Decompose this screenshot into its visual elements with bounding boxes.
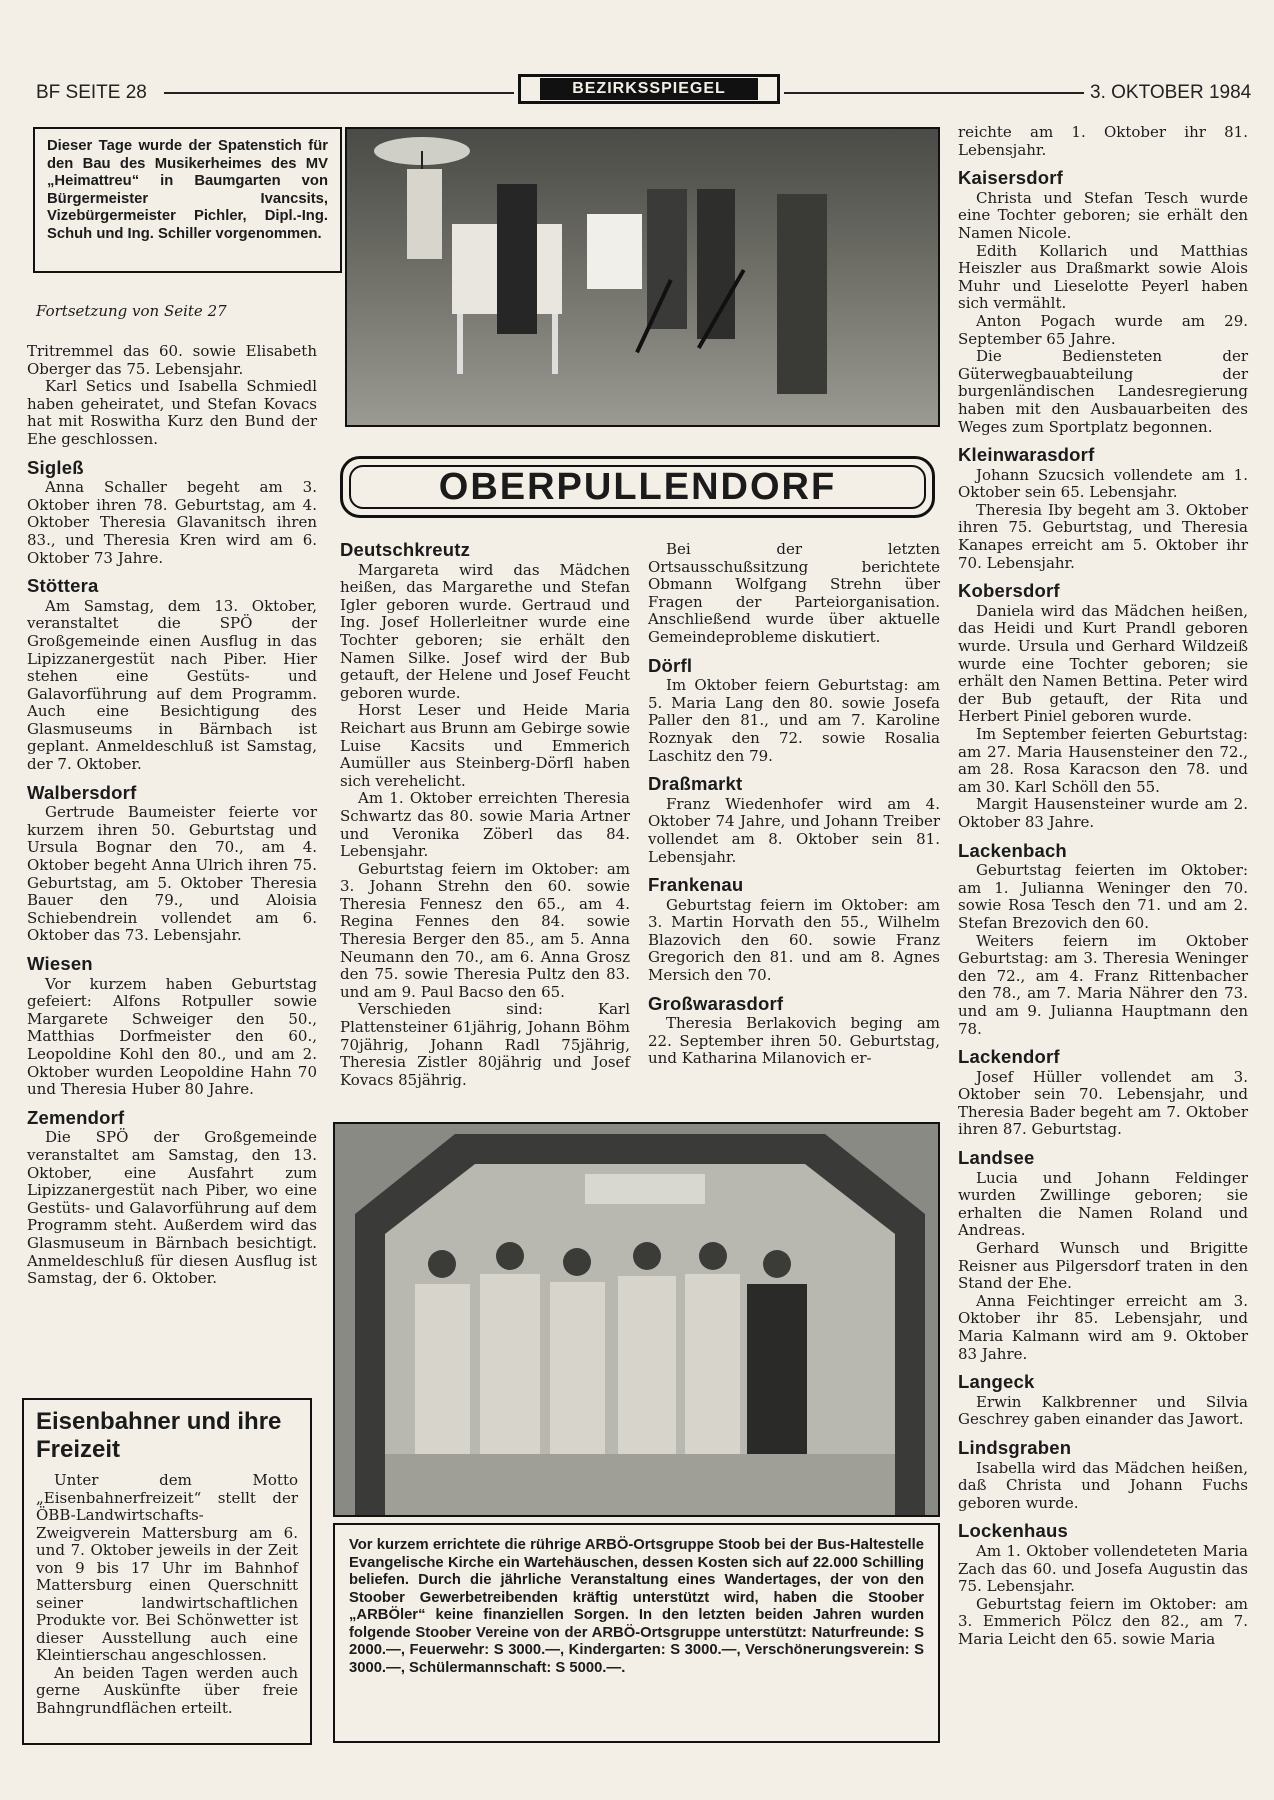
heading-frankenau: Frankenau [648, 874, 744, 896]
heading-kleinwarasdorf: Kleinwarasdorf [958, 444, 1095, 466]
photo-groundbreaking [345, 127, 940, 427]
heading-wiesen: Wiesen [27, 953, 93, 974]
text-doerfl: Im Oktober feiern Geburtstag: am 5. Maria Lang den 80. sowie Josefa Paller den 81., und am 7. Karoline Roznyak den 72. sowie Rosalia Laschitz den 79. [648, 676, 940, 765]
heading-lockenhaus: Lockenhaus [958, 1520, 1068, 1542]
col3-p1: Bei der letzten Ortsausschußsitzung berichtete Obmann Wolfgang Strehn über Fragen der Parteiorganisation. Anschließend wurde über aktuelle Gemeindeprobleme diskutiert. [648, 540, 940, 646]
heading-walbersdorf: Walbersdorf [27, 781, 137, 803]
region-banner [340, 456, 935, 518]
eisenbahner-p2: An beiden Tagen werden auch gerne Auskünfte über freie Bahngrundflächen erteilt. [36, 1663, 298, 1717]
section-badge [518, 74, 780, 104]
text-drassmarkt: Franz Wiedenhofer wird am 4. Oktober 74 Jahre, und Johann Treiber vollendet am 8. Oktober sein 81. Lebensjahr. [648, 794, 940, 866]
region-title: OBERPULLENDORF [438, 465, 837, 508]
dk-p2: Horst Leser und Heide Maria Reichart aus Brunn am Gebirge sowie Luise Kacsits und Emmerich Aumüller aus Steinberg-Dörfl haben sich verehelicht. [340, 701, 630, 790]
heading-drassmarkt: Draßmarkt [648, 773, 743, 795]
photo1-caption-box [33, 127, 342, 273]
column-3 [648, 541, 940, 1068]
kaisersdorf-p1: Christa und Stefan Tesch wurde eine Tochter geboren; sie erhält den Namen Nicole. [958, 188, 1248, 242]
text-stoettera: Am Samstag, dem 13. Oktober, veranstaltet die SPÖ der Großgemeinde einen Ausflug in das Lipizzanergestüt nach Piber. Hier stehen eine Gestüts- und Galavorführung auf dem Programm. Auch eine Besichtigung des Glasmuseums in Bärnbach ist geplant. Anmeldeschluß ist Samstag, der 7. Oktober. [27, 596, 317, 774]
heading-doerfl: Dörfl [648, 654, 693, 676]
lockenhaus-p1: Am 1. Oktober vollendeteten Maria Zach das 60. und Josefa Augustin das 75. Lebensjahr. [958, 1541, 1248, 1596]
kleinwarasdorf-p1: Johann Szucsich vollendete am 1. Oktober sein 65. Lebensjahr. [958, 465, 1248, 502]
heading-zemendorf: Zemendorf [27, 1106, 125, 1128]
photo2-caption-box [333, 1523, 940, 1743]
heading-kaisersdorf: Kaisersdorf [958, 167, 1064, 189]
section-title: BEZIRKSSPIEGEL [540, 78, 758, 100]
landsee-p2: Gerhard Wunsch und Brigitte Reisner aus Pilgersdorf traten in den Stand der Ehe. [958, 1239, 1248, 1293]
heading-landsee: Landsee [958, 1147, 1035, 1169]
text-wiesen: Vor kurzem haben Geburtstag gefeiert: Alfons Rotpuller sowie Margarete Schweiger den 50., Matthias Dorfmeister den 60., Leopoldine Kohl den 80., und am 2. Oktober wurden Leopoldine Hahn 70 und Theresia Huber 80 Jahre. [27, 974, 317, 1099]
text-walbersdorf: Gertrude Baumeister feierte vor kurzem ihren 50. Geburtstag und Ursula Bognar den 70., am 4. Oktober begeht Anna Ulrich ihren 75. Geburtstag, am 5. Oktober Theresia Bauer den 79., und Aloisia Schiebendrein vollendet am 6. Oktober das 73. Lebensjahr. [27, 803, 317, 945]
lindsgraben-p1: Isabella wird das Mädchen heißen, daß Christa und Johann Fuchs geboren wurde. [958, 1458, 1248, 1512]
kobersdorf-p1: Daniela wird das Mädchen heißen, das Heidi und Kurt Prandl geboren wurde. Ursula und Gerhard Wildzeiß wurde eine Tochter geboren; sie erhält den Namen Bettina. Peter wird der Bub getauft, der Rita und Herbert Piniel geboren wurde. [958, 601, 1248, 726]
eisenbahner-box [22, 1398, 312, 1745]
heading-kobersdorf: Kobersdorf [958, 580, 1060, 602]
continuation-note: Fortsetzung von Seite 27 [36, 302, 227, 320]
eisenbahner-title: Eisenbahner und ihre Freizeit [36, 1408, 282, 1463]
dk-p5: Verschieden sind: Karl Plattensteiner 61jährig, Johann Böhm 70jährig, Johann Radl 75jährig, Theresia Zistler 80jährig und Josef Kovacs 85jährig. [340, 1000, 630, 1089]
header-rule-left [164, 92, 514, 94]
lockenhaus-p2: Geburtstag feiern im Oktober: am 3. Emmerich Pölcz den 82., am 7. Maria Leicht den 65. sowie Maria [958, 1594, 1248, 1648]
heading-grosswarasdorf: Großwarasdorf [648, 992, 784, 1014]
landsee-p3: Anna Feichtinger erreicht am 3. Oktober ihr 85. Lebensjahr, und Maria Kalmann wird am 9. Oktober 83 Jahre. [958, 1291, 1248, 1363]
dk-p3: Am 1. Oktober erreichten Theresia Schwartz das 80. sowie Maria Artner und Veronika Zöberl das 84. Lebensjahr. [340, 789, 630, 861]
photo-bus-shelter [333, 1122, 940, 1517]
column-1 [27, 343, 317, 1288]
heading-sigless: Sigleß [27, 456, 84, 478]
lackenbach-p2: Weiters feiern im Oktober Geburtstag: am 3. Theresia Weninger den 72., am 4. Franz Rittenbacher den 78., am 7. Maria Nährer den 73. und am 9. Julianna Hauptmann den 78. [958, 931, 1248, 1038]
heading-lackenbach: Lackenbach [958, 839, 1067, 861]
kobersdorf-p3: Margit Hausensteiner wurde am 2. Oktober 83 Jahre. [958, 795, 1248, 831]
photo-groundbreaking-image [347, 129, 938, 425]
column-4 [958, 124, 1248, 1649]
photo2-caption: Vor kurzem errichtete die rührige ARBÖ-Ortsgruppe Stoob bei der Bus-Haltestelle Evangelische Kirche ein Wartehäuschen, dessen Kosten sich auf 22.000 Schilling beliefen. Durch die jährliche Veranstaltung eines Wandertages, der von den Stoober Gewerbetreibenden kräftig unterstützt wird, haben die Stoober „ARBÖler“ keine finanziellen Sorgen. In den letzten beiden Jahren wurden folgende Stoober Vereine von der ARBÖ-Ortsgruppe unterstützt: Naturfreunde: S 2000.—, Feuerwehr: S 3000.—, Kindergarten: S 3000.—, Verschönerungsverein: S 3000.—, Schülermannschaft: S 5000.—. [349, 1537, 924, 1676]
text-frankenau: Geburtstag feiern im Oktober: am 3. Martin Horvath den 55., Wilhelm Blazovich den 60. sowie Franz Gregorich den 81. und am 8. Agnes Mersich den 70. [648, 895, 940, 985]
page-number: BF SEITE 28 [36, 82, 147, 103]
heading-langeck: Langeck [958, 1371, 1035, 1393]
landsee-p1: Lucia und Johann Feldinger wurden Zwillinge geboren; sie erhalten die Namen Roland und Andreas. [958, 1168, 1248, 1240]
heading-lackendorf: Lackendorf [958, 1046, 1060, 1068]
header-rule-right [784, 92, 1084, 94]
kaisersdorf-p4: Die Bediensteten der Güterwegbauabteilung der burgenländischen Landesregierung haben mit den Ausbauarbeiten des Weges zum Sportplatz begonnen. [958, 347, 1248, 436]
col1-p1: Tritremmel das 60. sowie Elisabeth Oberger das 75. Lebensjahr. [27, 342, 317, 378]
issue-date: 3. OKTOBER 1984 [1090, 82, 1252, 103]
text-grosswarasdorf: Theresia Berlakovich beging am 22. September ihren 50. Geburtstag, und Katharina Milanovich er- [648, 1014, 940, 1068]
heading-lindsgraben: Lindsgraben [958, 1436, 1072, 1458]
text-sigless: Anna Schaller begeht am 3. Oktober ihren 78. Geburtstag, am 4. Oktober Theresia Glavanitsch ihren 83., und Theresia Kren wird am 6. Oktober 73 Jahre. [27, 478, 317, 567]
lackendorf-p1: Josef Hüller vollendet am 3. Oktober sein 70. Lebensjahr, und Theresia Bader begeht am 7. Oktober ihren 87. Geburtstag. [958, 1067, 1248, 1139]
kaisersdorf-p3: Anton Pogach wurde am 29. September 65 Jahre. [958, 311, 1248, 348]
kleinwarasdorf-p2: Theresia Iby begeht am 3. Oktober ihren 75. Geburtstag, und Theresia Kanapes erreicht am 5. Oktober ihr 70. Lebensjahr. [958, 500, 1248, 572]
text-zemendorf: Die SPÖ der Großgemeinde veranstaltet am Samstag, den 13. Oktober, eine Ausfahrt zum Lipizzanergestüt nach Piber, wo eine Gestüts- und Galavorführung auf dem Programm steht. Außerdem wird das Glasmuseum in Bärnbach besichtigt. Anmeldeschluß für diesen Ausflug ist Samstag, der 6. Oktober. [27, 1128, 317, 1288]
column-2 [340, 541, 630, 1089]
heading-deutschkreutz: Deutschkreutz [340, 539, 471, 560]
dk-p1: Margareta wird das Mädchen heißen, das Margarethe und Stefan Igler geboren wurde. Gertraud und Ing. Josef Hollerleitner wurde eine Tochter geboren; sie erhält den Namen Silke. Josef wird der Bub getauft, der Helene und Josef Feucht geboren wurde. [340, 560, 630, 702]
photo1-caption: Dieser Tage wurde der Spatenstich für den Bau des Musikerheimes des MV „Heimattreu“ in Baumgarten von Bürgermeister Ivancsits, Vizebürgermeister Pichler, Dipl.-Ing. Schuh und Ing. Schiller vorgenommen. [47, 138, 328, 242]
lackenbach-p1: Geburtstag feierten im Oktober: am 1. Julianna Weninger den 70. sowie Rosa Tesch den 71. und am 2. Stefan Brezovich den 60. [958, 861, 1248, 932]
col1-p2: Karl Setics und Isabella Schmiedl haben geheiratet, und Stefan Kovacs hat mit Roswitha Kurz den Bund der Ehe geschlossen. [27, 377, 317, 448]
langeck-p1: Erwin Kalkbrenner und Silvia Geschrey gaben einander das Jawort. [958, 1392, 1248, 1429]
kaisersdorf-p2: Edith Kollarich und Matthias Heiszler aus Draßmarkt sowie Alois Muhr und Lieselotte Peyerl haben sich vermählt. [958, 241, 1248, 313]
dk-p4: Geburtstag feiern im Oktober: am 3. Johann Strehn den 60. sowie Theresia Fennesz den 65., am 4. Regina Fennes den 84. sowie Theresia Berger den 85., am 5. Anna Neumann den 70., am 6. Anna Grosz den 75. sowie Theresia Pultz den 83. und am 9. Paul Bacso den 65. [340, 859, 630, 1001]
col4-p0: reichte am 1. Oktober ihr 81. Lebensjahr. [958, 123, 1248, 159]
heading-stoettera: Stöttera [27, 575, 99, 597]
kobersdorf-p2: Im September feierten Geburtstag: am 27. Maria Hausensteiner den 72., am 28. Rosa Karacson den 78. und am 30. Karl Schöll den 55. [958, 725, 1248, 796]
eisenbahner-p1: Unter dem Motto „Eisenbahnerfreizeit“ stellt der ÖBB-Landwirtschafts-Zweigverein Mattersburg am 6. und 7. Oktober jeweils in der Zeit von 9 bis 17 Uhr im Bahnhof Mattersburg einen Querschnitt seiner landwirtschaftlichen Produkte vor. Bei Schönwetter ist dieser Ausstellung auch eine Kleintierschau angeschlossen. [36, 1471, 298, 1664]
photo-bus-shelter-image [335, 1124, 938, 1515]
